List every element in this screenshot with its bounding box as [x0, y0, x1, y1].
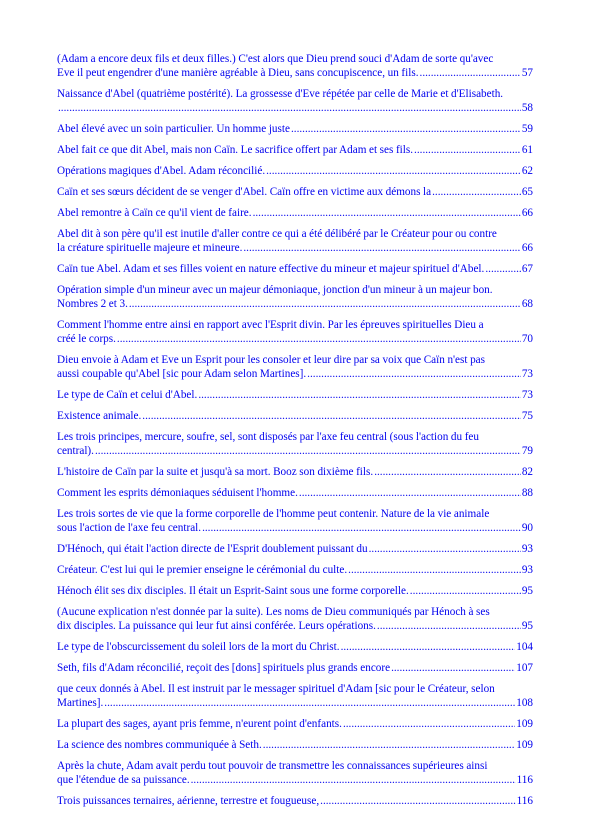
- toc-page-number: 116: [516, 774, 533, 786]
- dot-leader: [263, 738, 515, 752]
- toc-entry-text: Opération simple d'un mineur avec un majeur démoniaque, jonction d'un mineur à un majeur bon.: [57, 284, 493, 296]
- toc-page-number: 95: [521, 620, 533, 632]
- dot-leader: [432, 185, 521, 199]
- toc-entry-text: la créature spirituelle majeure et mineure.: [57, 242, 243, 254]
- toc-entry[interactable]: [57, 283, 533, 311]
- toc-entry-text: Les trois principes, mercure, soufre, sel, sont disposés par l'axe feu central (sous l'action du feu: [57, 431, 479, 443]
- toc-page-number: 67: [521, 263, 533, 275]
- dot-leader: [377, 619, 521, 633]
- dot-leader: [420, 66, 521, 80]
- toc-page-number: 70: [521, 333, 533, 345]
- toc-entry[interactable]: [57, 143, 533, 157]
- toc-entry[interactable]: [57, 206, 533, 220]
- toc-entry[interactable]: [57, 227, 533, 255]
- toc-page-number: 107: [516, 662, 533, 674]
- dot-leader: [410, 584, 521, 598]
- toc-entry[interactable]: [57, 164, 533, 178]
- toc-entry[interactable]: [57, 717, 533, 731]
- toc-page-number: 116: [516, 795, 533, 807]
- toc-entry[interactable]: [57, 661, 533, 675]
- toc-entry-text: D'Hénoch, qui était l'action directe de l'Esprit doublement puissant du: [57, 543, 368, 555]
- toc-entry[interactable]: [57, 388, 533, 402]
- dot-leader: [191, 773, 516, 787]
- dot-leader: [142, 409, 521, 423]
- toc-entry-text: Abel fait ce que dit Abel, mais non Caïn. Le sacrifice offert par Adam et ses fils.: [57, 144, 414, 156]
- toc-entry-text: Eve il peut engendrer d'une manière agréable à Dieu, sans concupiscence, un fils.: [57, 67, 419, 79]
- toc-entry[interactable]: [57, 465, 533, 479]
- toc-entry-text: central).: [57, 445, 94, 457]
- toc-entry-text: Caïn tue Abel. Adam et ses filles voient en nature effective du mineur et majeur spirituel d'Abel.: [57, 263, 485, 275]
- dot-leader: [348, 563, 521, 577]
- toc-page-number: 66: [521, 207, 533, 219]
- toc-entry-text: Martines].: [57, 697, 104, 709]
- dot-leader: [58, 101, 521, 115]
- toc-entry-text: Caïn et ses sœurs décident de se venger d'Abel. Caïn offre en victime aux démons la: [57, 186, 432, 198]
- dot-leader: [104, 696, 515, 710]
- toc-entry-text: Le type de Caïn et celui d'Abel.: [57, 389, 198, 401]
- dot-leader: [485, 262, 520, 276]
- toc-page-number: 90: [521, 522, 533, 534]
- toc-page-number: 95: [521, 585, 533, 597]
- toc-page-number: 62: [521, 165, 533, 177]
- toc-entry-text: Opérations magiques d'Abel. Adam réconcilié.: [57, 165, 266, 177]
- toc-entry[interactable]: [57, 605, 533, 633]
- toc-entry[interactable]: [57, 584, 533, 598]
- toc-page-number: 61: [521, 144, 533, 156]
- toc-entry-text: (Aucune explication n'est donnée par la suite). Les noms de Dieu communiqués par Hénoch à ses: [57, 606, 490, 618]
- toc-entry-text: (Adam a encore deux fils et deux filles.) C'est alors que Dieu prend souci d'Adam de sorte qu'avec: [57, 53, 494, 65]
- toc-entry-text: La plupart des sages, ayant pris femme, n'eurent point d'enfants.: [57, 718, 342, 730]
- dot-leader: [391, 661, 515, 675]
- dot-leader: [198, 388, 521, 402]
- toc-entry[interactable]: [57, 409, 533, 423]
- toc-entry[interactable]: [57, 682, 533, 710]
- dot-leader: [299, 486, 521, 500]
- toc-entry-text: La science des nombres communiquée à Seth.: [57, 739, 262, 751]
- toc-page-number: 73: [521, 368, 533, 380]
- toc-entry[interactable]: [57, 87, 533, 115]
- toc-entry-text: Les trois sortes de vie que la forme corporelle de l'homme peut contenir. Nature de la vie animale: [57, 508, 490, 520]
- toc-entry-text: Hénoch élit ses dix disciples. Il était un Esprit-Saint sous une forme corporelle.: [57, 585, 409, 597]
- dot-leader: [266, 164, 521, 178]
- dot-leader: [253, 206, 521, 220]
- dot-leader: [307, 367, 521, 381]
- toc-entry[interactable]: [57, 486, 533, 500]
- toc-page-number: 66: [521, 242, 533, 254]
- dot-leader: [369, 542, 521, 556]
- dot-leader: [95, 444, 521, 458]
- toc-entry-text: Créateur. C'est lui qui le premier enseigne le cérémonial du culte.: [57, 564, 348, 576]
- dot-leader: [243, 241, 520, 255]
- toc-page-number: 58: [521, 102, 533, 114]
- dot-leader: [202, 521, 521, 535]
- dot-leader: [117, 332, 521, 346]
- dot-leader: [343, 717, 515, 731]
- toc-entry[interactable]: [57, 794, 533, 808]
- toc-entry-text: sous l'action de l'axe feu central.: [57, 522, 202, 534]
- dot-leader: [341, 640, 516, 654]
- dot-leader: [291, 122, 521, 136]
- toc-entry-text: Dieu envoie à Adam et Eve un Esprit pour les consoler et leur dire par sa voix que Caïn n'est pas: [57, 354, 485, 366]
- toc-page-number: 79: [521, 445, 533, 457]
- toc-entry[interactable]: [57, 318, 533, 346]
- toc-entry-text: que ceux donnés à Abel. Il est instruit par le messager spirituel d'Adam [sic pour le Créateur, selon: [57, 683, 495, 695]
- toc-entry-text: Trois puissances ternaires, aérienne, terrestre et fougueuse,: [57, 795, 320, 807]
- toc-page-number: 75: [521, 410, 533, 422]
- toc-entry-text: Le type de l'obscurcissement du soleil lors de la mort du Christ.: [57, 641, 340, 653]
- toc-entry[interactable]: [57, 542, 533, 556]
- toc-entry-text: Naissance d'Abel (quatrième postérité). La grossesse d'Eve répétée par celle de Marie et d'Elisabeth.: [57, 88, 504, 100]
- toc-page-number: 57: [521, 67, 533, 79]
- toc-page-number: 109: [516, 718, 533, 730]
- toc-entry[interactable]: [57, 640, 533, 654]
- dot-leader: [374, 465, 521, 479]
- toc-entry[interactable]: [57, 353, 533, 381]
- toc-entry[interactable]: [57, 507, 533, 535]
- toc-page-number: 93: [521, 564, 533, 576]
- toc-entry-text: Existence animale.: [57, 410, 142, 422]
- toc-entry[interactable]: [57, 430, 533, 458]
- toc-entry[interactable]: [57, 262, 533, 276]
- toc-entry-text: Comment les esprits démoniaques séduisent l'homme.: [57, 487, 298, 499]
- toc-page-number: 104: [516, 641, 533, 653]
- toc-entry-text: Abel remontre à Caïn ce qu'il vient de faire.: [57, 207, 252, 219]
- toc-page-number: 88: [521, 487, 533, 499]
- toc-entry[interactable]: [57, 759, 533, 787]
- toc-entry-text: L'histoire de Caïn par la suite et jusqu'à sa mort. Booz son dixième fils.: [57, 466, 374, 478]
- toc-page-number: 59: [521, 123, 533, 135]
- toc-entry[interactable]: [57, 563, 533, 577]
- toc-entry-text: aussi coupable qu'Abel [sic pour Adam selon Martines].: [57, 368, 307, 380]
- toc-page-number: 109: [516, 739, 533, 751]
- toc-page-number: 73: [521, 389, 533, 401]
- dot-leader: [414, 143, 521, 157]
- toc-entry-text: Abel dit à son père qu'il est inutile d'aller contre ce qui a été délibéré par le Créateur pour ou contre: [57, 228, 497, 240]
- toc-page-number: 65: [521, 186, 533, 198]
- toc-entry-text: Comment l'homme entre ainsi en rapport avec l'Esprit divin. Par les épreuves spirituelles Dieu a: [57, 319, 484, 331]
- dot-leader: [320, 794, 515, 808]
- toc-entry-text: Après la chute, Adam avait perdu tout pouvoir de transmettre les connaissances supérieures ainsi: [57, 760, 488, 772]
- toc-page-number: 108: [516, 697, 533, 709]
- toc-page-number: 93: [521, 543, 533, 555]
- toc-entry-text: Nombres 2 et 3.: [57, 298, 128, 310]
- toc-entry[interactable]: [57, 185, 533, 199]
- toc-entry-text: créé le corps.: [57, 333, 116, 345]
- table-of-contents: [57, 52, 533, 815]
- toc-page-number: 82: [521, 466, 533, 478]
- toc-page-number: 68: [521, 298, 533, 310]
- toc-entry[interactable]: [57, 738, 533, 752]
- toc-entry-text: dix disciples. La puissance qui leur fut ainsi conférée. Leurs opérations.: [57, 620, 376, 632]
- toc-entry-text: Seth, fils d'Adam réconcilié, reçoit des [dons] spirituels plus grands encore: [57, 662, 391, 674]
- toc-entry-text: que l'étendue de sa puissance.: [57, 774, 190, 786]
- dot-leader: [129, 297, 521, 311]
- toc-entry[interactable]: [57, 52, 533, 80]
- toc-entry[interactable]: [57, 122, 533, 136]
- toc-entry-text: Abel élevé avec un soin particulier. Un homme juste: [57, 123, 290, 135]
